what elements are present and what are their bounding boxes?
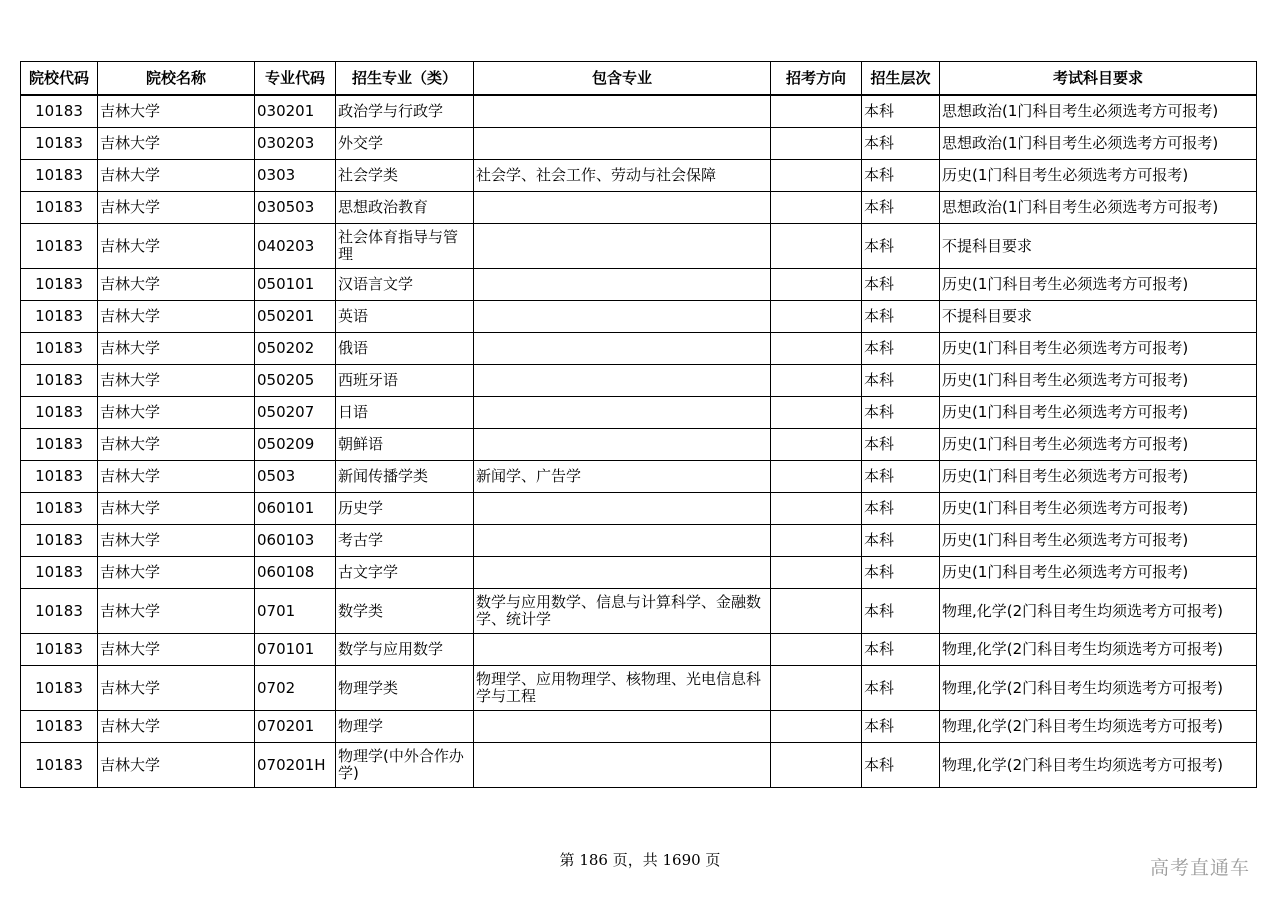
cell-requirement: 物理,化学(2门科目考生均须选考方可报考) [940, 711, 1257, 743]
cell-school-code: 10183 [21, 301, 98, 333]
cell-level: 本科 [862, 365, 940, 397]
cell-major-code: 070101 [255, 634, 336, 666]
cell-requirement: 物理,化学(2门科目考生均须选考方可报考) [940, 743, 1257, 788]
cell-includes [474, 493, 771, 525]
cell-major-code: 030201 [255, 95, 336, 128]
header-major-code: 专业代码 [255, 62, 336, 96]
table-row [21, 397, 1257, 429]
table-row [21, 743, 1257, 788]
cell-level: 本科 [862, 269, 940, 301]
cell-includes: 物理学、应用物理学、核物理、光电信息科学与工程 [474, 666, 771, 711]
cell-includes [474, 525, 771, 557]
cell-school-code: 10183 [21, 743, 98, 788]
table-row [21, 95, 1257, 128]
cell-direction [771, 461, 862, 493]
watermark-logo-text: 高考直通车 [1149, 857, 1250, 879]
table-row [21, 493, 1257, 525]
cell-major-code: 050205 [255, 365, 336, 397]
cell-major: 社会体育指导与管理 [336, 224, 474, 269]
cell-school-name: 吉林大学 [98, 333, 255, 365]
cell-school-code: 10183 [21, 365, 98, 397]
cell-major-code: 0701 [255, 589, 336, 634]
cell-direction [771, 95, 862, 128]
cell-direction [771, 301, 862, 333]
cell-level: 本科 [862, 95, 940, 128]
cell-direction [771, 224, 862, 269]
cell-includes [474, 634, 771, 666]
cell-requirement: 思想政治(1门科目考生必须选考方可报考) [940, 128, 1257, 160]
cell-includes: 新闻学、广告学 [474, 461, 771, 493]
cell-school-code: 10183 [21, 589, 98, 634]
cell-requirement: 不提科目要求 [940, 224, 1257, 269]
table-row [21, 429, 1257, 461]
cell-requirement: 思想政治(1门科目考生必须选考方可报考) [940, 192, 1257, 224]
cell-major-code: 050201 [255, 301, 336, 333]
cell-major: 新闻传播学类 [336, 461, 474, 493]
cell-school-name: 吉林大学 [98, 461, 255, 493]
cell-school-name: 吉林大学 [98, 711, 255, 743]
cell-major: 数学与应用数学 [336, 634, 474, 666]
cell-level: 本科 [862, 192, 940, 224]
cell-requirement: 历史(1门科目考生必须选考方可报考) [940, 525, 1257, 557]
cell-includes [474, 128, 771, 160]
cell-requirement: 历史(1门科目考生必须选考方可报考) [940, 160, 1257, 192]
table-row [21, 461, 1257, 493]
cell-includes [474, 333, 771, 365]
cell-school-code: 10183 [21, 333, 98, 365]
cell-major: 历史学 [336, 493, 474, 525]
table-row [21, 160, 1257, 192]
cell-school-name: 吉林大学 [98, 224, 255, 269]
cell-level: 本科 [862, 461, 940, 493]
cell-major: 英语 [336, 301, 474, 333]
table-row [21, 301, 1257, 333]
cell-requirement: 历史(1门科目考生必须选考方可报考) [940, 493, 1257, 525]
cell-major: 社会学类 [336, 160, 474, 192]
header-school-code: 院校代码 [21, 62, 98, 96]
cell-includes [474, 95, 771, 128]
table-row [21, 365, 1257, 397]
cell-major: 汉语言文学 [336, 269, 474, 301]
cell-includes [474, 365, 771, 397]
cell-major-code: 0702 [255, 666, 336, 711]
cell-school-code: 10183 [21, 269, 98, 301]
cell-school-code: 10183 [21, 461, 98, 493]
cell-level: 本科 [862, 743, 940, 788]
cell-direction [771, 557, 862, 589]
cell-school-code: 10183 [21, 634, 98, 666]
cell-level: 本科 [862, 333, 940, 365]
cell-direction [771, 365, 862, 397]
header-requirement: 考试科目要求 [940, 62, 1257, 96]
cell-major-code: 030203 [255, 128, 336, 160]
cell-school-code: 10183 [21, 493, 98, 525]
cell-requirement: 物理,化学(2门科目考生均须选考方可报考) [940, 666, 1257, 711]
cell-major: 物理学(中外合作办学) [336, 743, 474, 788]
cell-includes [474, 301, 771, 333]
cell-major-code: 070201H [255, 743, 336, 788]
page-number: 第 186 页，共 1690 页 [559, 851, 721, 869]
cell-direction [771, 743, 862, 788]
cell-school-name: 吉林大学 [98, 666, 255, 711]
table-row [21, 333, 1257, 365]
cell-school-code: 10183 [21, 128, 98, 160]
cell-level: 本科 [862, 634, 940, 666]
table-body [21, 95, 1257, 788]
cell-school-code: 10183 [21, 397, 98, 429]
cell-level: 本科 [862, 589, 940, 634]
cell-requirement: 物理,化学(2门科目考生均须选考方可报考) [940, 589, 1257, 634]
cell-requirement: 思想政治(1门科目考生必须选考方可报考) [940, 95, 1257, 128]
table-row [21, 634, 1257, 666]
cell-includes [474, 711, 771, 743]
cell-major-code: 040203 [255, 224, 336, 269]
table-row [21, 666, 1257, 711]
cell-major: 古文字学 [336, 557, 474, 589]
table-row [21, 128, 1257, 160]
cell-school-name: 吉林大学 [98, 128, 255, 160]
cell-direction [771, 269, 862, 301]
cell-direction [771, 160, 862, 192]
header-includes: 包含专业 [474, 62, 771, 96]
cell-school-name: 吉林大学 [98, 525, 255, 557]
cell-direction [771, 429, 862, 461]
cell-includes [474, 397, 771, 429]
cell-direction [771, 634, 862, 666]
cell-includes: 数学与应用数学、信息与计算科学、金融数学、统计学 [474, 589, 771, 634]
cell-requirement: 历史(1门科目考生必须选考方可报考) [940, 269, 1257, 301]
cell-level: 本科 [862, 666, 940, 711]
cell-school-code: 10183 [21, 224, 98, 269]
header-level: 招生层次 [862, 62, 940, 96]
cell-level: 本科 [862, 493, 940, 525]
cell-major-code: 060101 [255, 493, 336, 525]
cell-requirement: 历史(1门科目考生必须选考方可报考) [940, 429, 1257, 461]
table-row [21, 192, 1257, 224]
cell-direction [771, 493, 862, 525]
cell-school-name: 吉林大学 [98, 429, 255, 461]
cell-school-code: 10183 [21, 429, 98, 461]
cell-level: 本科 [862, 301, 940, 333]
cell-includes [474, 224, 771, 269]
cell-requirement: 历史(1门科目考生必须选考方可报考) [940, 365, 1257, 397]
cell-direction [771, 397, 862, 429]
cell-major: 外交学 [336, 128, 474, 160]
cell-includes [474, 429, 771, 461]
cell-requirement: 不提科目要求 [940, 301, 1257, 333]
cell-major: 朝鲜语 [336, 429, 474, 461]
cell-level: 本科 [862, 224, 940, 269]
cell-school-code: 10183 [21, 525, 98, 557]
table-row [21, 269, 1257, 301]
header-school-name: 院校名称 [98, 62, 255, 96]
cell-major: 数学类 [336, 589, 474, 634]
cell-school-name: 吉林大学 [98, 743, 255, 788]
cell-requirement: 历史(1门科目考生必须选考方可报考) [940, 461, 1257, 493]
cell-major-code: 050207 [255, 397, 336, 429]
admission-table [20, 61, 1257, 788]
cell-major: 考古学 [336, 525, 474, 557]
cell-school-code: 10183 [21, 557, 98, 589]
cell-includes [474, 743, 771, 788]
table-row [21, 557, 1257, 589]
cell-school-name: 吉林大学 [98, 365, 255, 397]
cell-major-code: 050209 [255, 429, 336, 461]
cell-major-code: 070201 [255, 711, 336, 743]
cell-major: 日语 [336, 397, 474, 429]
cell-school-code: 10183 [21, 160, 98, 192]
cell-level: 本科 [862, 429, 940, 461]
cell-direction [771, 589, 862, 634]
cell-direction [771, 525, 862, 557]
cell-major-code: 0503 [255, 461, 336, 493]
cell-major-code: 060108 [255, 557, 336, 589]
cell-level: 本科 [862, 711, 940, 743]
cell-major: 思想政治教育 [336, 192, 474, 224]
header-direction: 招考方向 [771, 62, 862, 96]
cell-requirement: 历史(1门科目考生必须选考方可报考) [940, 557, 1257, 589]
cell-includes: 社会学、社会工作、劳动与社会保障 [474, 160, 771, 192]
cell-school-name: 吉林大学 [98, 269, 255, 301]
cell-major-code: 060103 [255, 525, 336, 557]
cell-school-code: 10183 [21, 711, 98, 743]
cell-level: 本科 [862, 397, 940, 429]
cell-school-code: 10183 [21, 95, 98, 128]
header-major: 招生专业（类） [336, 62, 474, 96]
cell-school-name: 吉林大学 [98, 95, 255, 128]
cell-level: 本科 [862, 128, 940, 160]
cell-major: 物理学 [336, 711, 474, 743]
cell-school-name: 吉林大学 [98, 397, 255, 429]
cell-requirement: 历史(1门科目考生必须选考方可报考) [940, 397, 1257, 429]
cell-direction [771, 711, 862, 743]
cell-school-code: 10183 [21, 192, 98, 224]
cell-major: 物理学类 [336, 666, 474, 711]
cell-school-name: 吉林大学 [98, 493, 255, 525]
cell-direction [771, 333, 862, 365]
cell-school-code: 10183 [21, 666, 98, 711]
table-row [21, 525, 1257, 557]
table-row [21, 589, 1257, 634]
table-header-row [21, 62, 1257, 96]
cell-includes [474, 557, 771, 589]
cell-direction [771, 128, 862, 160]
table-row [21, 711, 1257, 743]
cell-level: 本科 [862, 160, 940, 192]
cell-major-code: 050202 [255, 333, 336, 365]
cell-requirement: 历史(1门科目考生必须选考方可报考) [940, 333, 1257, 365]
cell-school-name: 吉林大学 [98, 301, 255, 333]
table-row [21, 224, 1257, 269]
cell-direction [771, 666, 862, 711]
cell-major-code: 0303 [255, 160, 336, 192]
cell-includes [474, 192, 771, 224]
cell-school-name: 吉林大学 [98, 192, 255, 224]
cell-direction [771, 192, 862, 224]
cell-level: 本科 [862, 525, 940, 557]
cell-school-name: 吉林大学 [98, 589, 255, 634]
cell-school-name: 吉林大学 [98, 634, 255, 666]
cell-school-name: 吉林大学 [98, 160, 255, 192]
cell-major-code: 050101 [255, 269, 336, 301]
cell-school-name: 吉林大学 [98, 557, 255, 589]
cell-major: 政治学与行政学 [336, 95, 474, 128]
cell-requirement: 物理,化学(2门科目考生均须选考方可报考) [940, 634, 1257, 666]
cell-includes [474, 269, 771, 301]
cell-major-code: 030503 [255, 192, 336, 224]
cell-major: 俄语 [336, 333, 474, 365]
cell-level: 本科 [862, 557, 940, 589]
cell-major: 西班牙语 [336, 365, 474, 397]
